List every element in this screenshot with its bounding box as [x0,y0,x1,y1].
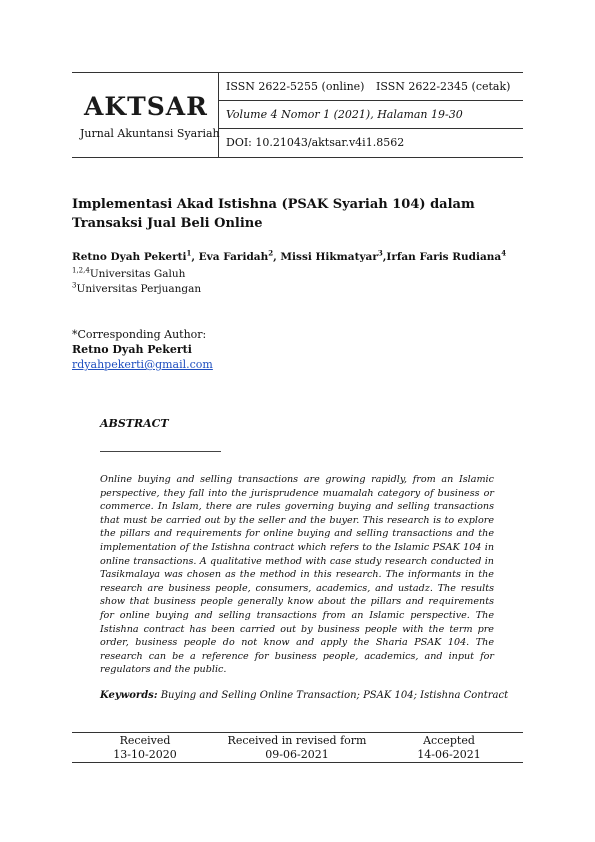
abstract-heading-rule [100,451,221,452]
author-sup: 4 [501,248,507,258]
revised-date: 09-06-2021 [265,748,329,761]
keywords-value: Buying and Selling Online Transaction; PSAK 104; Istishna Contract [160,690,509,701]
article-title: Implementasi Akad Istishna (PSAK Syariah 104) dalam Transaksi Jual Beli Online [72,197,475,231]
author-name: Eva Faridah [198,251,269,263]
accepted-label: Accepted [423,734,475,747]
revised-label: Received in revised form [227,734,367,747]
affiliation-sup: 1,2,4 [72,266,90,275]
dates-top-rule [72,732,523,733]
author-name: Irfan Faris Rudiana [386,251,502,263]
doi: DOI: 10.21043/aktsar.v4i1.8562 [226,136,405,149]
affiliation-name: Universitas Galuh [89,268,186,280]
dates-bottom-rule [72,762,523,763]
accepted-date: 14-06-2021 [417,748,481,761]
revised-column [212,734,382,762]
affiliation-name: Universitas Perjuangan [76,283,202,295]
corresponding-email-link[interactable]: rdyahpekerti@gmail.com [72,358,213,371]
keywords-line [100,690,508,701]
received-label: Received [119,734,171,747]
corresponding-name: Retno Dyah Pekerti [72,343,192,356]
received-date: 13-10-2020 [113,748,177,761]
author-sup: 3 [377,248,383,258]
received-column [80,734,210,762]
header-divider [218,72,219,157]
affiliation [72,268,185,280]
keywords-label: Keywords: [100,690,158,701]
affiliation-sup: 3 [72,281,77,290]
accepted-column [384,734,514,762]
volume-info: Volume 4 Nomor 1 (2021), Halaman 19-30 [226,108,463,121]
author-sup: 2 [268,248,274,258]
abstract-heading: ABSTRACT [100,417,169,430]
journal-logo: AKTSAR [84,92,208,121]
header-rule-2 [218,128,523,129]
issn-online: ISSN 2622-5255 (online) [226,80,365,93]
issn-print: ISSN 2622-2345 (cetak) [376,80,511,93]
author-name: Missi Hikmatyar [280,251,378,263]
header-top-rule [72,72,523,73]
author-list: Retno Dyah Pekerti$^1$, Eva Faridah$^2$, Missi Hikmatyar$^3$,Irfan Faris Rudiana$^4$ [72,248,507,263]
corresponding-label: *Corresponding Author: [72,328,207,341]
abstract-text: Online buying and selling transactions are growing rapidly, from an Islamic perspective, they fall into the jurisprudence muamalah category of business or commerce. In Islam, there are rules governing buying and selling transactions that must be carried out by the seller and the buyer. This research is to explore the pillars and requirements for online buying and selling transactions and the implementation of the Istishna contract which refers to the Islamic PSAK 104 in online transactions. A qualitative method with case study research conducted in Tasikmalaya was chosen as the method in this research. The informants in the research are business people, consumers, academics, and ustadz. The results show that business people generally know about the pillars and requirements for online buying and selling transactions from an Islamic perspective. The Istishna contract has been carried out by business people with the term pre order, business people do not know and apply the Sharia PSAK 104. The research can be a reference for business people, academics, and input for regulators and the public. [100,474,494,676]
author-name: Retno Dyah Pekerti [72,251,187,263]
header-bottom-rule [72,157,523,158]
affiliation [72,283,201,295]
journal-subtitle: Jurnal Akuntansi Syariah [80,127,220,140]
header-rule-1 [218,100,523,101]
author-sup: 1 [186,248,192,258]
